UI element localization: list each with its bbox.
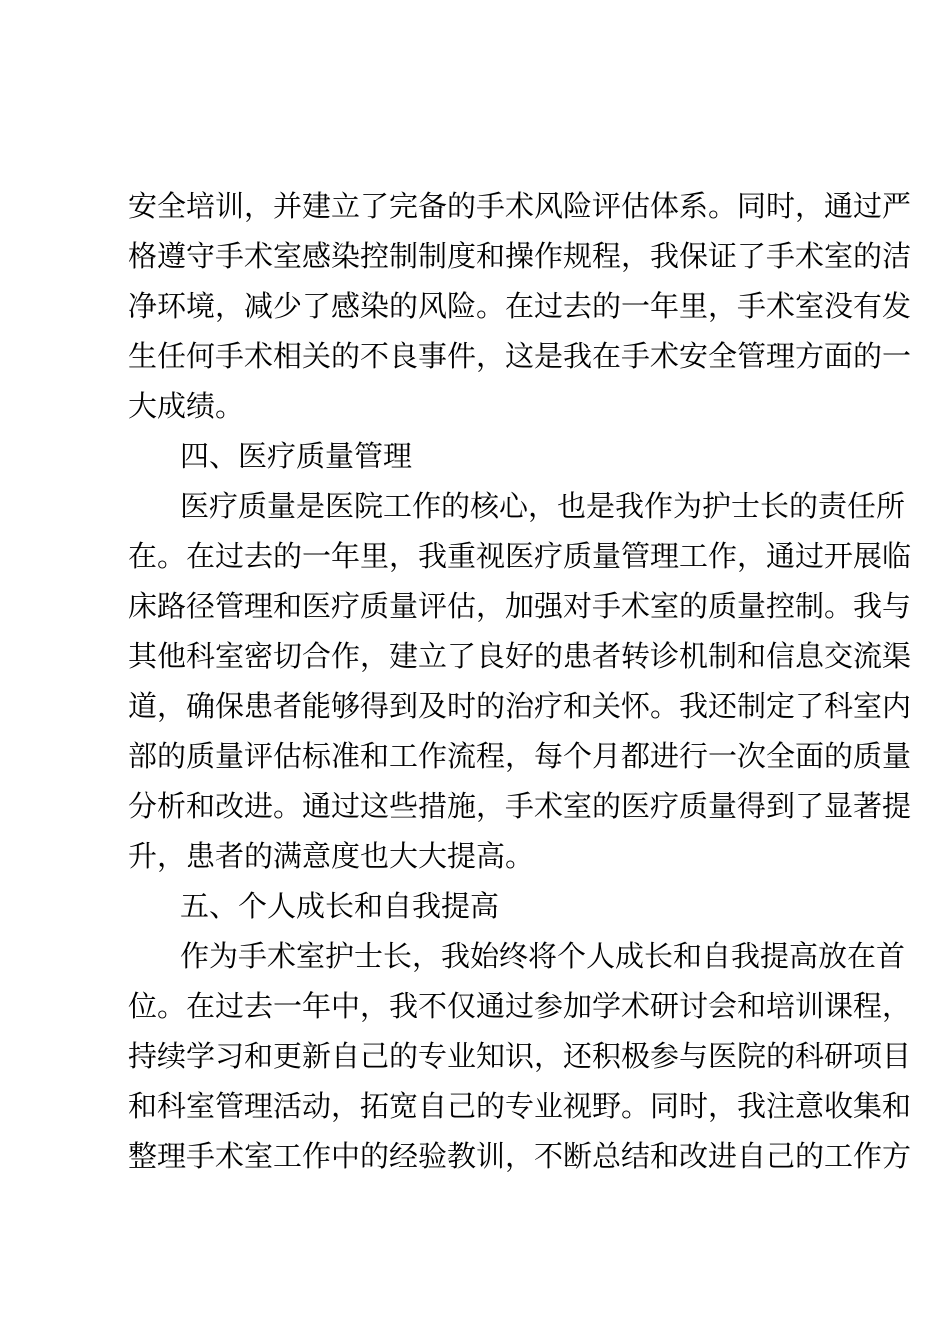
paragraph-line: 安全培训，并建立了完备的手术风险评估体系。同时，通过严 bbox=[128, 189, 912, 223]
section-heading: 五、个人成长和自我提高 bbox=[180, 889, 500, 923]
paragraph-line: 医疗质量是医院工作的核心，也是我作为护士长的责任所 bbox=[180, 489, 906, 523]
paragraph-line: 净环境，减少了感染的风险。在过去的一年里，手术室没有发 bbox=[128, 289, 912, 323]
paragraph-line: 其他科室密切合作，建立了良好的患者转诊机制和信息交流渠 bbox=[128, 639, 912, 673]
paragraph-line: 道，确保患者能够得到及时的治疗和关怀。我还制定了科室内 bbox=[128, 689, 912, 723]
paragraph-line: 分析和改进。通过这些措施，手术室的医疗质量得到了显著提 bbox=[128, 789, 912, 823]
paragraph-line: 升，患者的满意度也大大提高。 bbox=[128, 839, 535, 873]
paragraph-line: 床路径管理和医疗质量评估，加强对手术室的质量控制。我与 bbox=[128, 589, 912, 623]
paragraph-line: 大成绩。 bbox=[128, 389, 245, 423]
paragraph-line: 作为手术室护士长，我始终将个人成长和自我提高放在首 bbox=[180, 939, 906, 973]
paragraph-line: 整理手术室工作中的经验教训，不断总结和改进自己的工作方 bbox=[128, 1139, 912, 1173]
paragraph-line: 和科室管理活动，拓宽自己的专业视野。同时，我注意收集和 bbox=[128, 1089, 912, 1123]
paragraph-line: 部的质量评估标准和工作流程，每个月都进行一次全面的质量 bbox=[128, 739, 912, 773]
paragraph-line: 生任何手术相关的不良事件，这是我在手术安全管理方面的一 bbox=[128, 339, 912, 373]
paragraph-line: 位。在过去一年中，我不仅通过参加学术研讨会和培训课程， bbox=[128, 989, 912, 1023]
paragraph-line: 在。在过去的一年里，我重视医疗质量管理工作，通过开展临 bbox=[128, 539, 912, 573]
document-page bbox=[128, 181, 912, 1181]
paragraph-line: 持续学习和更新自己的专业知识，还积极参与医院的科研项目 bbox=[128, 1039, 912, 1073]
section-heading: 四、医疗质量管理 bbox=[180, 439, 413, 473]
paragraph-line: 格遵守手术室感染控制制度和操作规程，我保证了手术室的洁 bbox=[128, 239, 912, 273]
